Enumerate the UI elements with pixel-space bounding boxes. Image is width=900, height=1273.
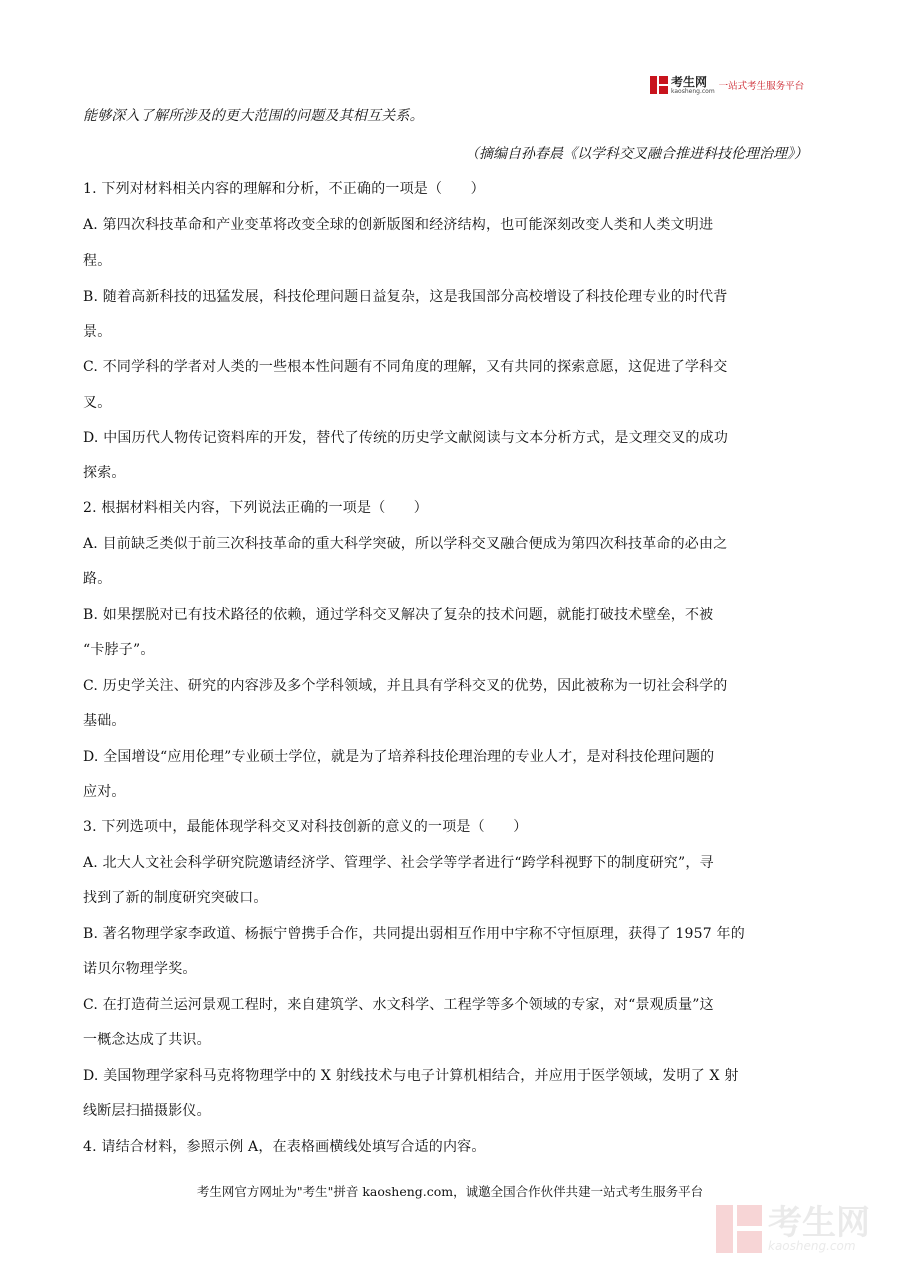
kaosheng-logo-icon xyxy=(650,76,668,94)
q2-option-c-line1: C. 历史学关注、研究的内容涉及多个学科领域，并且具有学科交叉的优势，因此被称为一切社会科学的 xyxy=(83,678,728,694)
q2-option-b-line2: “卡脖子”。 xyxy=(83,642,155,658)
q3-option-a-line1: A. 北大人文社会科学研究院邀请经济学、管理学、社会学等学者进行“跨学科视野下的制度研究”，寻 xyxy=(83,855,714,871)
q1-option-d-line1: D. 中国历代人物传记资料库的开发，替代了传统的历史学文献阅读与文本分析方式，是文理交叉的成功 xyxy=(83,430,729,446)
page-footer: 考生网官方网址为"考生"拼音 kaosheng.com，诚邀全国合作伙伴共建一站式考生服务平台 xyxy=(196,1184,704,1199)
watermark-logo xyxy=(716,1205,870,1253)
q3-option-d-line2: 线断层扫描摄影仪。 xyxy=(83,1103,211,1119)
q1-option-d-line2: 探索。 xyxy=(83,465,126,481)
q2-option-c-line2: 基础。 xyxy=(83,713,126,729)
watermark-name: 考生网 xyxy=(768,1203,870,1243)
q1-option-a-line2: 程。 xyxy=(83,253,112,269)
q2-option-a-line1: A. 目前缺乏类似于前三次科技革命的重大科学突破，所以学科交叉融合便成为第四次科技革命的必由之 xyxy=(83,536,728,552)
watermark-domain: kaosheng.com xyxy=(768,1239,856,1253)
question-3-stem: 3. 下列选项中，最能体现学科交叉对科技创新的意义的一项是（ ） xyxy=(83,819,528,835)
q3-option-a-line2: 找到了新的制度研究突破口。 xyxy=(83,890,268,906)
source-citation: （摘编自孙春晨《以学科交叉融合推进科技伦理治理》） xyxy=(465,146,808,162)
q1-option-a-line1: A. 第四次科技革命和产业变革将改变全球的创新版图和经济结构，也可能深刻改变人类和人类文明进 xyxy=(83,217,714,233)
intro-line: 能够深入了解所涉及的更大范围的问题及其相互关系。 xyxy=(83,108,424,124)
logo-name: 考生网 xyxy=(671,74,708,89)
q2-option-d-line1: D. 全国增设“应用伦理”专业硕士学位，就是为了培养科技伦理治理的专业人才，是对科技伦理问题的 xyxy=(83,749,715,765)
q1-option-b-line1: B. 随着高新科技的迅猛发展，科技伦理问题日益复杂，这是我国部分高校增设了科技伦理专业的时代背 xyxy=(83,289,728,305)
header-logo[interactable] xyxy=(650,74,804,96)
question-1-stem: 1. 下列对材料相关内容的理解和分析，不正确的一项是（ ） xyxy=(83,181,485,197)
logo-domain: kaosheng.com xyxy=(671,87,715,95)
question-4-stem: 4. 请结合材料，参照示例 A，在表格画横线处填写合适的内容。 xyxy=(83,1139,486,1155)
watermark-logo-icon xyxy=(716,1205,762,1253)
q3-option-c-line2: 一概念达成了共识。 xyxy=(83,1032,211,1048)
question-2-stem: 2. 根据材料相关内容，下列说法正确的一项是（ ） xyxy=(83,500,429,516)
header-slogan: 一站式考生服务平台 xyxy=(718,81,805,92)
q1-option-b-line2: 景。 xyxy=(83,324,112,340)
q3-option-b-line1: B. 著名物理学家李政道、杨振宁曾携手合作，共同提出弱相互作用中宇称不守恒原理，获得了 1957 年的 xyxy=(83,926,745,942)
q3-option-d-line1: D. 美国物理学家科马克将物理学中的 X 射线技术与电子计算机相结合，并应用于医学领域，发明了 X 射 xyxy=(83,1068,739,1084)
q2-option-d-line2: 应对。 xyxy=(83,784,126,800)
q1-option-c-line2: 叉。 xyxy=(83,395,112,411)
q2-option-b-line1: B. 如果摆脱对已有技术路径的依赖，通过学科交叉解决了复杂的技术问题，就能打破技术壁垒，不被 xyxy=(83,607,714,623)
q3-option-c-line1: C. 在打造荷兰运河景观工程时，来自建筑学、水文科学、工程学等多个领域的专家，对“景观质量”这 xyxy=(83,997,714,1013)
q3-option-b-line2: 诺贝尔物理学奖。 xyxy=(83,961,197,977)
q2-option-a-line2: 路。 xyxy=(83,571,112,587)
q1-option-c-line1: C. 不同学科的学者对人类的一些根本性问题有不同角度的理解，又有共同的探索意愿，这促进了学科交 xyxy=(83,359,728,375)
